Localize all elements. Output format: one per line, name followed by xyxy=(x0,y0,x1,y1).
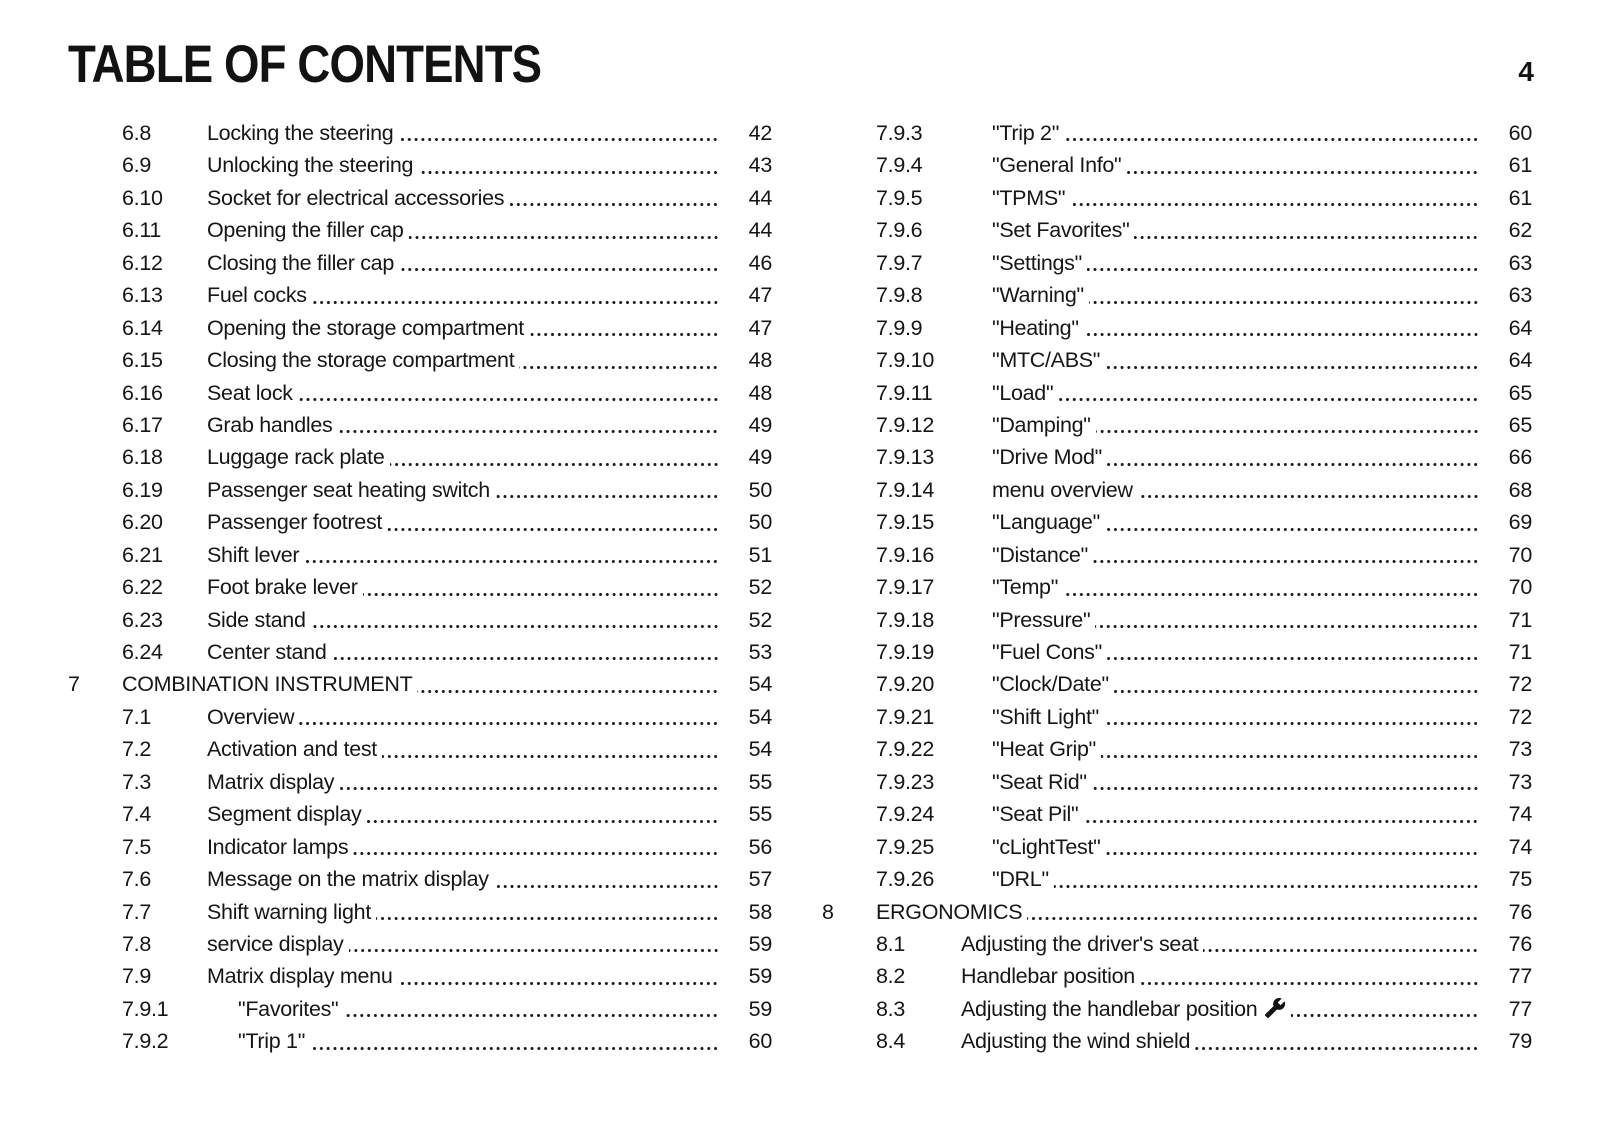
toc-entry xyxy=(822,474,1532,506)
toc-entry-page: 62 xyxy=(1508,218,1532,243)
toc-entry xyxy=(68,863,772,895)
toc-entry-page: 59 xyxy=(748,931,772,956)
dot-leader xyxy=(393,117,726,149)
toc-entry-title: "Heat Grip" xyxy=(992,737,1096,762)
toc-entry xyxy=(68,441,772,473)
toc-entry-number: 6.10 xyxy=(122,185,163,210)
toc-entry xyxy=(822,863,1532,895)
toc-entry-number: 7.9.1 xyxy=(122,996,169,1021)
dot-leader xyxy=(394,247,726,279)
toc-entry xyxy=(822,636,1532,668)
dot-leader xyxy=(299,539,726,571)
toc-entry-page: 49 xyxy=(748,412,772,437)
toc-entry xyxy=(68,214,772,246)
toc-entry xyxy=(68,896,772,928)
toc-entry-number: 6.8 xyxy=(122,121,151,145)
toc-entry-title: Adjusting the wind shield xyxy=(961,1029,1191,1054)
toc-entry-title: "Distance" xyxy=(992,542,1088,567)
toc-entry-page: 76 xyxy=(1508,931,1532,956)
toc-entry-number: 7.9.2 xyxy=(122,1029,169,1054)
toc-entry-title: Opening the storage compartment xyxy=(207,315,524,340)
dot-leader xyxy=(1022,896,1486,928)
toc-entry-page: 44 xyxy=(748,185,772,210)
dot-leader xyxy=(348,831,726,863)
page-number: 4 xyxy=(1518,56,1534,87)
toc-entry-title: Opening the filler cap xyxy=(207,218,404,243)
toc-entry-page: 54 xyxy=(748,704,772,729)
toc-entry-number: 8.4 xyxy=(876,1029,905,1054)
toc-entry-number: 7.9.18 xyxy=(876,607,934,632)
toc-entry-page: 60 xyxy=(1508,121,1532,145)
toc-entry xyxy=(68,149,772,181)
toc-entry-number: 6.9 xyxy=(122,153,151,178)
toc-entry-page: 74 xyxy=(1508,834,1532,859)
dot-leader xyxy=(1058,571,1486,603)
toc-entry xyxy=(822,312,1532,344)
toc-entry xyxy=(68,312,772,344)
toc-columns xyxy=(68,117,1532,1058)
toc-entry-number: 7.9.17 xyxy=(876,575,934,600)
dot-leader xyxy=(1190,1025,1486,1057)
toc-entry-title: "cLightTest" xyxy=(992,834,1101,859)
dot-leader xyxy=(1090,604,1486,636)
toc-entry-number: 7.9.24 xyxy=(876,802,934,827)
toc-entry-number: 6.13 xyxy=(122,283,163,308)
toc-entry-title: COMBINATION INSTRUMENT xyxy=(122,672,413,697)
dot-leader xyxy=(1065,182,1486,214)
toc-entry xyxy=(822,733,1532,765)
toc-entry-number: 8.2 xyxy=(876,964,905,989)
toc-entry-title: "Warning" xyxy=(992,283,1084,308)
dot-leader xyxy=(490,474,726,506)
dot-leader xyxy=(371,896,726,928)
toc-entry-page: 73 xyxy=(1508,737,1532,762)
toc-entry-title: Shift warning light xyxy=(207,899,372,924)
toc-entry xyxy=(68,377,772,409)
toc-entry-page: 68 xyxy=(1508,477,1532,502)
dot-leader xyxy=(1088,539,1486,571)
toc-entry-title: "Pressure" xyxy=(992,607,1091,632)
toc-entry xyxy=(822,896,1532,928)
dot-leader xyxy=(294,701,726,733)
toc-entry-page: 49 xyxy=(748,445,772,470)
toc-entry xyxy=(68,474,772,506)
toc-entry-number: 6.20 xyxy=(122,510,163,535)
toc-entry-page: 48 xyxy=(748,380,772,405)
toc-entry-number: 7.9.15 xyxy=(876,510,934,535)
toc-entry-title: "Heating" xyxy=(992,315,1079,340)
toc-entry-number: 7.9.21 xyxy=(876,704,934,729)
toc-entry-page: 72 xyxy=(1508,704,1532,729)
dot-leader xyxy=(1100,831,1486,863)
toc-entry-number: 7.9 xyxy=(122,964,151,989)
toc-entry-number: 7 xyxy=(68,672,80,697)
toc-entry-number: 7.4 xyxy=(122,802,151,827)
toc-entry-number: 7.9.13 xyxy=(876,445,934,470)
toc-entry xyxy=(822,149,1532,181)
toc-entry-title: ERGONOMICS xyxy=(876,899,1023,924)
dot-leader xyxy=(524,312,726,344)
toc-entry-page: 46 xyxy=(748,250,772,275)
dot-leader xyxy=(361,798,726,830)
dot-leader xyxy=(1102,441,1486,473)
dot-leader xyxy=(1096,733,1486,765)
toc-entry-title: "Trip 2" xyxy=(992,121,1060,145)
toc-entry xyxy=(822,247,1532,279)
toc-entry-title: Shift lever xyxy=(207,542,300,567)
toc-entry xyxy=(822,214,1532,246)
toc-entry-title: "General Info" xyxy=(992,153,1122,178)
toc-entry-title: Overview xyxy=(207,704,295,729)
toc-entry-number: 7.9.9 xyxy=(876,315,923,340)
toc-entry-page: 65 xyxy=(1508,412,1532,437)
toc-entry xyxy=(822,441,1532,473)
toc-entry-title: Closing the filler cap xyxy=(207,250,394,275)
toc-entry xyxy=(68,733,772,765)
toc-entry-number: 7.9.5 xyxy=(876,185,923,210)
toc-entry-title: "Drive Mod" xyxy=(992,445,1102,470)
dot-leader xyxy=(1135,960,1486,992)
toc-entry-title: Message on the matrix display xyxy=(207,867,489,892)
toc-entry-title: "Fuel Cons" xyxy=(992,640,1102,664)
dot-leader xyxy=(504,182,726,214)
toc-entry xyxy=(68,604,772,636)
toc-entry-title: "Seat Rid" xyxy=(992,769,1087,794)
toc-entry-title: "Seat Pil" xyxy=(992,802,1079,827)
toc-entry-page: 64 xyxy=(1508,315,1532,340)
dot-leader xyxy=(489,863,726,895)
toc-entry xyxy=(822,766,1532,798)
dot-leader xyxy=(377,733,726,765)
dot-leader xyxy=(338,993,726,1025)
toc-entry-title: "DRL" xyxy=(992,867,1049,892)
toc-entry-title: "TPMS" xyxy=(992,185,1066,210)
toc-entry xyxy=(822,668,1532,700)
toc-entry-page: 42 xyxy=(748,121,772,145)
toc-entry-number: 7.9.6 xyxy=(876,218,923,243)
dot-leader xyxy=(382,506,726,538)
toc-entry xyxy=(68,960,772,992)
dot-leader xyxy=(514,344,726,376)
toc-entry-page: 54 xyxy=(748,672,772,697)
toc-entry-page: 64 xyxy=(1508,348,1532,373)
toc-entry-page: 61 xyxy=(1508,185,1532,210)
toc-entry-title: Unlocking the steering xyxy=(207,153,414,178)
toc-entry-title: Passenger seat heating switch xyxy=(207,477,490,502)
toc-entry-title: Foot brake lever xyxy=(207,575,358,600)
toc-entry-page: 77 xyxy=(1508,996,1532,1021)
toc-entry xyxy=(68,798,772,830)
dot-leader xyxy=(1099,701,1486,733)
toc-entry-title: Locking the steering xyxy=(207,121,394,145)
toc-entry-number: 6.17 xyxy=(122,412,163,437)
toc-entry xyxy=(822,993,1532,1025)
toc-entry-page: 52 xyxy=(748,575,772,600)
toc-entry-page: 43 xyxy=(748,153,772,178)
toc-entry-number: 7.9.26 xyxy=(876,867,934,892)
toc-entry-title: menu overview xyxy=(992,477,1133,502)
toc-column-left xyxy=(68,117,772,1058)
toc-entry-number: 7.9.3 xyxy=(876,121,923,145)
toc-entry-page: 58 xyxy=(748,899,772,924)
toc-entry-number: 7.2 xyxy=(122,737,151,762)
toc-entry-title: "Clock/Date" xyxy=(992,672,1109,697)
toc-entry-number: 6.16 xyxy=(122,380,163,405)
toc-entry-number: 7.9.20 xyxy=(876,672,934,697)
toc-entry-title: service display xyxy=(207,931,344,956)
dot-leader xyxy=(358,571,726,603)
toc-entry-title: Grab handles xyxy=(207,412,333,437)
toc-entry xyxy=(822,279,1532,311)
toc-entry-page: 44 xyxy=(748,218,772,243)
toc-entry-title: Adjusting the driver's seat xyxy=(961,931,1199,956)
toc-entry xyxy=(822,344,1532,376)
toc-entry-title: Activation and test xyxy=(207,737,377,762)
toc-entry xyxy=(68,344,772,376)
toc-entry-title: Matrix display menu xyxy=(207,964,393,989)
toc-entry xyxy=(822,701,1532,733)
dot-leader xyxy=(413,149,726,181)
toc-entry xyxy=(68,1025,772,1057)
toc-entry-page: 51 xyxy=(748,542,772,567)
dot-leader xyxy=(293,377,726,409)
dot-leader xyxy=(1084,279,1486,311)
toc-entry-page: 48 xyxy=(748,348,772,373)
toc-entry-title: Fuel cocks xyxy=(207,283,307,308)
toc-entry-page: 60 xyxy=(748,1029,772,1054)
dot-leader xyxy=(305,1025,726,1057)
toc-entry-title: Matrix display xyxy=(207,769,335,794)
toc-entry xyxy=(822,539,1532,571)
toc-entry-number: 6.15 xyxy=(122,348,163,373)
toc-entry-number: 7.5 xyxy=(122,834,151,859)
toc-entry-page: 55 xyxy=(748,769,772,794)
toc-entry-page: 59 xyxy=(748,996,772,1021)
toc-entry-number: 7.9.14 xyxy=(876,477,934,502)
toc-entry-page: 71 xyxy=(1508,607,1532,632)
dot-leader xyxy=(1109,668,1486,700)
dot-leader xyxy=(1053,377,1486,409)
toc-entry xyxy=(68,701,772,733)
toc-entry xyxy=(822,571,1532,603)
dot-leader xyxy=(1087,766,1486,798)
dot-leader xyxy=(1059,117,1486,149)
toc-entry xyxy=(822,960,1532,992)
toc-entry-page: 77 xyxy=(1508,964,1532,989)
toc-entry xyxy=(68,636,772,668)
dot-leader xyxy=(385,441,727,473)
toc-entry xyxy=(822,604,1532,636)
toc-entry-number: 6.14 xyxy=(122,315,163,340)
toc-entry-title: Side stand xyxy=(207,607,306,632)
toc-entry-number: 7.9.4 xyxy=(876,153,923,178)
toc-entry-page: 52 xyxy=(748,607,772,632)
wrench-icon xyxy=(1264,997,1286,1019)
toc-entry xyxy=(68,409,772,441)
toc-entry xyxy=(68,571,772,603)
toc-entry-page: 53 xyxy=(748,640,772,664)
toc-entry-title: "Damping" xyxy=(992,412,1091,437)
toc-entry-title: "Shift Light" xyxy=(992,704,1099,729)
dot-leader xyxy=(307,279,726,311)
dot-leader xyxy=(344,928,727,960)
toc-entry xyxy=(822,409,1532,441)
toc-entry-page: 73 xyxy=(1508,769,1532,794)
dot-leader xyxy=(1091,409,1486,441)
toc-entry-number: 7.9.23 xyxy=(876,769,934,794)
toc-entry xyxy=(822,831,1532,863)
dot-leader xyxy=(1078,798,1486,830)
toc-entry xyxy=(68,506,772,538)
toc-entry-page: 75 xyxy=(1508,867,1532,892)
dot-leader xyxy=(1286,993,1486,1025)
toc-entry-number: 8.1 xyxy=(876,931,905,956)
toc-entry-number: 7.9.22 xyxy=(876,737,934,762)
toc-entry-page: 61 xyxy=(1508,153,1532,178)
toc-entry xyxy=(822,1025,1532,1057)
dot-leader xyxy=(1102,636,1486,668)
toc-entry-page: 55 xyxy=(748,802,772,827)
toc-entry-page: 79 xyxy=(1508,1029,1532,1054)
toc-entry-number: 6.23 xyxy=(122,607,163,632)
toc-entry-title: "Trip 1" xyxy=(238,1029,306,1054)
toc-entry-number: 6.11 xyxy=(122,218,162,243)
toc-entry-number: 7.9.8 xyxy=(876,283,923,308)
toc-entry-title: Handlebar position xyxy=(961,964,1135,989)
toc-entry-page: 63 xyxy=(1508,250,1532,275)
toc-entry-number: 6.12 xyxy=(122,250,163,275)
dot-leader xyxy=(404,214,726,246)
dot-leader xyxy=(1049,863,1486,895)
dot-leader xyxy=(1198,928,1486,960)
toc-entry-title: "Favorites" xyxy=(238,996,339,1021)
toc-entry xyxy=(822,798,1532,830)
dot-leader xyxy=(1100,344,1486,376)
toc-entry-page: 70 xyxy=(1508,575,1532,600)
dot-leader xyxy=(1082,247,1486,279)
toc-entry-title: "Settings" xyxy=(992,250,1082,275)
dot-leader xyxy=(332,409,726,441)
toc-entry-title: "Set Favorites" xyxy=(992,218,1130,243)
toc-entry xyxy=(822,117,1532,149)
toc-entry-number: 8.3 xyxy=(876,996,905,1021)
toc-entry-page: 50 xyxy=(748,510,772,535)
toc-entry-title: Socket for electrical accessories xyxy=(207,185,505,210)
toc-entry-number: 7.9.16 xyxy=(876,542,934,567)
toc-entry-page: 66 xyxy=(1508,445,1532,470)
dot-leader xyxy=(1133,474,1486,506)
toc-entry-page: 74 xyxy=(1508,802,1532,827)
toc-entry xyxy=(68,668,772,700)
toc-entry-number: 7.8 xyxy=(122,931,151,956)
toc-entry xyxy=(68,279,772,311)
toc-entry-number: 7.7 xyxy=(122,899,151,924)
toc-entry-page: 59 xyxy=(748,964,772,989)
toc-entry-title: "Temp" xyxy=(992,575,1059,600)
toc-entry-number: 6.19 xyxy=(122,477,163,502)
toc-entry-number: 7.9.11 xyxy=(876,380,933,405)
toc-entry xyxy=(822,377,1532,409)
toc-entry-page: 69 xyxy=(1508,510,1532,535)
toc-entry-number: 8 xyxy=(822,899,834,924)
toc-entry-number: 6.18 xyxy=(122,445,163,470)
toc-entry-page: 50 xyxy=(748,477,772,502)
toc-entry-page: 57 xyxy=(748,867,772,892)
dot-leader xyxy=(334,766,726,798)
toc-entry-number: 7.9.12 xyxy=(876,412,934,437)
toc-entry-page: 56 xyxy=(748,834,772,859)
dot-leader xyxy=(392,960,726,992)
toc-entry-number: 7.9.7 xyxy=(876,250,923,275)
toc-entry-title: Indicator lamps xyxy=(207,834,349,859)
dot-leader xyxy=(327,636,726,668)
toc-entry-title: Passenger footrest xyxy=(207,510,383,535)
toc-entry-title: Segment display xyxy=(207,802,362,827)
toc-entry-number: 6.24 xyxy=(122,640,163,664)
toc-entry-title: Center stand xyxy=(207,640,327,664)
toc-entry-title: Adjusting the handlebar position xyxy=(961,993,1286,1025)
dot-leader xyxy=(306,604,726,636)
page-title: TABLE OF CONTENTS xyxy=(68,35,542,94)
toc-entry xyxy=(68,247,772,279)
toc-entry xyxy=(68,928,772,960)
toc-entry-title: "Language" xyxy=(992,510,1100,535)
toc-entry-page: 47 xyxy=(748,315,772,340)
toc-entry-page: 76 xyxy=(1508,899,1532,924)
toc-entry xyxy=(822,928,1532,960)
toc-entry xyxy=(68,117,772,149)
toc-entry-page: 72 xyxy=(1508,672,1532,697)
dot-leader xyxy=(1129,214,1486,246)
dot-leader xyxy=(1100,506,1486,538)
toc-entry-number: 7.3 xyxy=(122,769,151,794)
toc-entry-title: "Load" xyxy=(992,380,1054,405)
toc-entry-page: 47 xyxy=(748,283,772,308)
toc-entry-page: 71 xyxy=(1508,640,1532,664)
toc-entry-page: 65 xyxy=(1508,380,1532,405)
dot-leader xyxy=(412,668,726,700)
toc-column-right xyxy=(822,117,1532,1058)
toc-entry xyxy=(68,182,772,214)
toc-entry-page: 70 xyxy=(1508,542,1532,567)
toc-entry-title: Closing the storage compartment xyxy=(207,348,515,373)
dot-leader xyxy=(1121,149,1486,181)
toc-entry xyxy=(68,993,772,1025)
dot-leader xyxy=(1079,312,1486,344)
toc-entry xyxy=(822,506,1532,538)
toc-entry-title: "MTC/ABS" xyxy=(992,348,1101,373)
toc-entry-number: 7.9.10 xyxy=(876,348,934,373)
toc-entry-number: 7.6 xyxy=(122,867,151,892)
toc-entry-title: Luggage rack plate xyxy=(207,445,385,470)
toc-entry-number: 7.1 xyxy=(122,704,151,729)
toc-entry-title: Seat lock xyxy=(207,380,293,405)
toc-entry-page: 54 xyxy=(748,737,772,762)
toc-entry-number: 7.9.19 xyxy=(876,640,934,664)
toc-entry xyxy=(68,539,772,571)
toc-entry xyxy=(822,182,1532,214)
toc-entry xyxy=(68,766,772,798)
toc-entry-number: 6.22 xyxy=(122,575,163,600)
toc-entry xyxy=(68,831,772,863)
toc-entry-page: 63 xyxy=(1508,283,1532,308)
toc-entry-number: 7.9.25 xyxy=(876,834,934,859)
toc-entry-number: 6.21 xyxy=(122,542,163,567)
